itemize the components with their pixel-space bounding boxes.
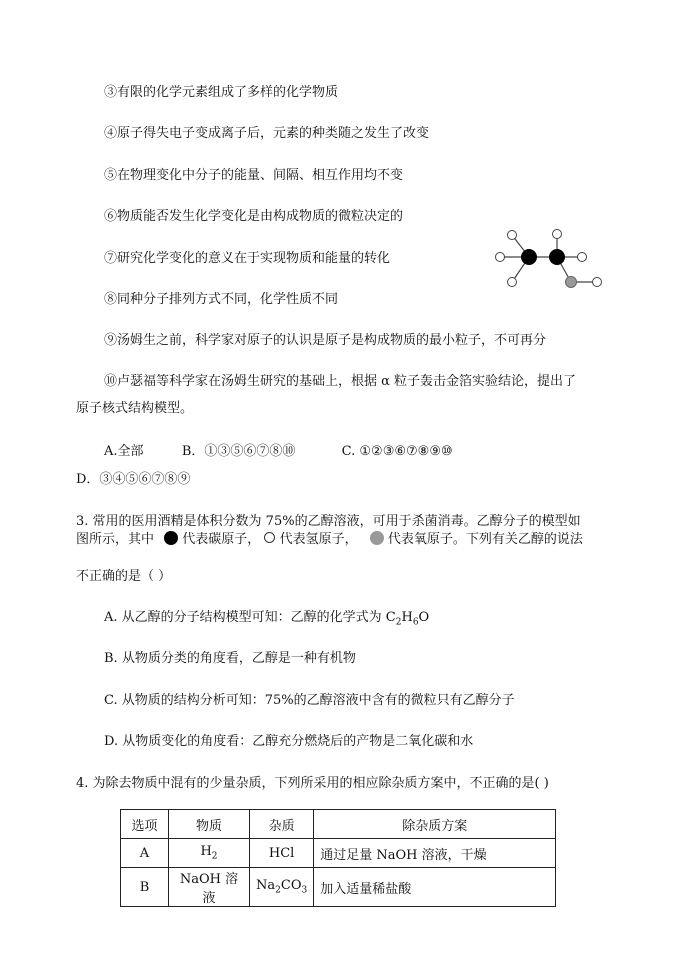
q3-stem-line2 xyxy=(76,531,583,549)
formula-h: H xyxy=(200,844,212,860)
table-row xyxy=(121,839,556,868)
table-cell: A xyxy=(121,839,169,868)
statement-5: ⑤在物理变化中分子的能量、间隔、相互作用均不变 xyxy=(104,168,404,183)
table-cell: 加入适量稀盐酸 xyxy=(314,868,556,907)
carbon-atom xyxy=(521,249,537,265)
hydrogen-atom xyxy=(508,231,517,240)
table-cell xyxy=(250,868,314,907)
formula-subscript: 2 xyxy=(395,617,402,628)
table-cell xyxy=(169,839,250,868)
statement-9: ⑨汤姆生之前，科学家对原子的认识是原子是构成物质的最小粒子，不可再分 xyxy=(104,333,547,348)
statement-8: ⑧同种分子排列方式不同，化学性质不同 xyxy=(104,292,339,307)
table-cell: HCl xyxy=(250,839,314,868)
q3-stem-part-d: 代表氧原子。下列有关乙醇的说法 xyxy=(387,532,583,547)
q3-stem-part-c: 代表氢原子， xyxy=(279,532,358,547)
carbon-atom-legend-icon xyxy=(164,531,178,545)
oxygen-atom-legend-icon xyxy=(370,531,384,545)
hydrogen-atom xyxy=(593,278,602,287)
ethanol-molecule-model xyxy=(494,226,604,296)
statement-6: ⑥物质能否发生化学变化是由构成物质的微粒决定的 xyxy=(104,209,404,224)
formula-subscript: 2 xyxy=(275,885,281,896)
q3-option-a-text: A. 从乙醇的分子结构模型可知：乙醇的化学式为 C xyxy=(104,610,396,625)
statement-10-cont: 原子核式结构模型。 xyxy=(76,401,194,416)
carbon-atom xyxy=(549,249,565,265)
q2-option-d[interactable]: D．③④⑤⑥⑦⑧⑨ xyxy=(76,472,191,487)
table-cell: 通过足量 NaOH 溶液，干燥 xyxy=(314,839,556,868)
q3-stem-part-b: 代表碳原子， xyxy=(182,532,261,547)
q2-option-c[interactable]: C. ①②③⑥⑦⑧⑨⑩ xyxy=(341,444,453,459)
formula-subscript: 2 xyxy=(211,851,218,862)
table-header-cell: 杂质 xyxy=(250,810,314,839)
q2-option-a[interactable]: A.全部 xyxy=(104,444,144,459)
q3-option-a[interactable] xyxy=(104,609,429,632)
statement-10: ⑩卢瑟福等科学家在汤姆生研究的基础上，根据 α 粒子轰击金箔实验结论，提出了 xyxy=(104,374,577,389)
hydrogen-atom xyxy=(496,253,505,262)
hydrogen-atom xyxy=(578,253,587,262)
oxygen-atom xyxy=(566,277,577,288)
formula-subscript: 6 xyxy=(412,617,419,628)
table-cell: B xyxy=(121,868,169,907)
formula-na: Na xyxy=(256,878,276,894)
statement-7: ⑦研究化学变化的意义在于实现物质和能量的转化 xyxy=(104,251,391,266)
q2-options-row xyxy=(104,443,453,461)
table-header-row xyxy=(121,810,556,839)
q2-option-b[interactable]: B．①③⑤⑥⑦⑧⑩ xyxy=(181,444,296,459)
q4-table xyxy=(120,809,556,907)
table-header-cell: 除杂质方案 xyxy=(314,810,556,839)
q3-option-b[interactable]: B. 从物质分类的角度看，乙醇是一种有机物 xyxy=(104,651,356,666)
formula-subscript: 3 xyxy=(301,885,308,896)
q3-stem-line3: 不正确的是（ ） xyxy=(76,569,172,584)
hydrogen-atom-legend-icon xyxy=(264,532,275,543)
hydrogen-atom xyxy=(508,278,517,287)
formula-h: H xyxy=(401,610,413,625)
q3-stem-part-a: 图所示，其中 xyxy=(76,532,155,547)
hydrogen-atom xyxy=(553,230,562,239)
q4-stem: 4. 为除去物质中混有的少量杂质，下列所采用的相应除杂质方案中，不正确的是( ) xyxy=(76,776,549,791)
table-header-cell: 物质 xyxy=(169,810,250,839)
q3-option-d[interactable]: D. 从物质变化的角度看：乙醇充分燃烧后的产物是二氧化碳和水 xyxy=(104,734,474,749)
statement-4: ④原子得失电子变成离子后，元素的种类随之发生了改变 xyxy=(104,126,430,141)
table-cell: NaOH 溶液 xyxy=(169,868,250,907)
formula-o: O xyxy=(418,610,430,625)
formula-co: CO xyxy=(280,878,302,894)
statement-3: ③有限的化学元素组成了多样的化学物质 xyxy=(104,85,339,100)
table-header-cell: 选项 xyxy=(121,810,169,839)
q3-option-c[interactable]: C. 从物质的结构分析可知：75%的乙醇溶液中含有的微粒只有乙醇分子 xyxy=(104,693,515,708)
table-row xyxy=(121,868,556,907)
q3-stem-line1: 3. 常用的医用酒精是体积分数为 75%的乙醇溶液，可用于杀菌消毒。乙醇分子的模型如 xyxy=(76,514,581,529)
